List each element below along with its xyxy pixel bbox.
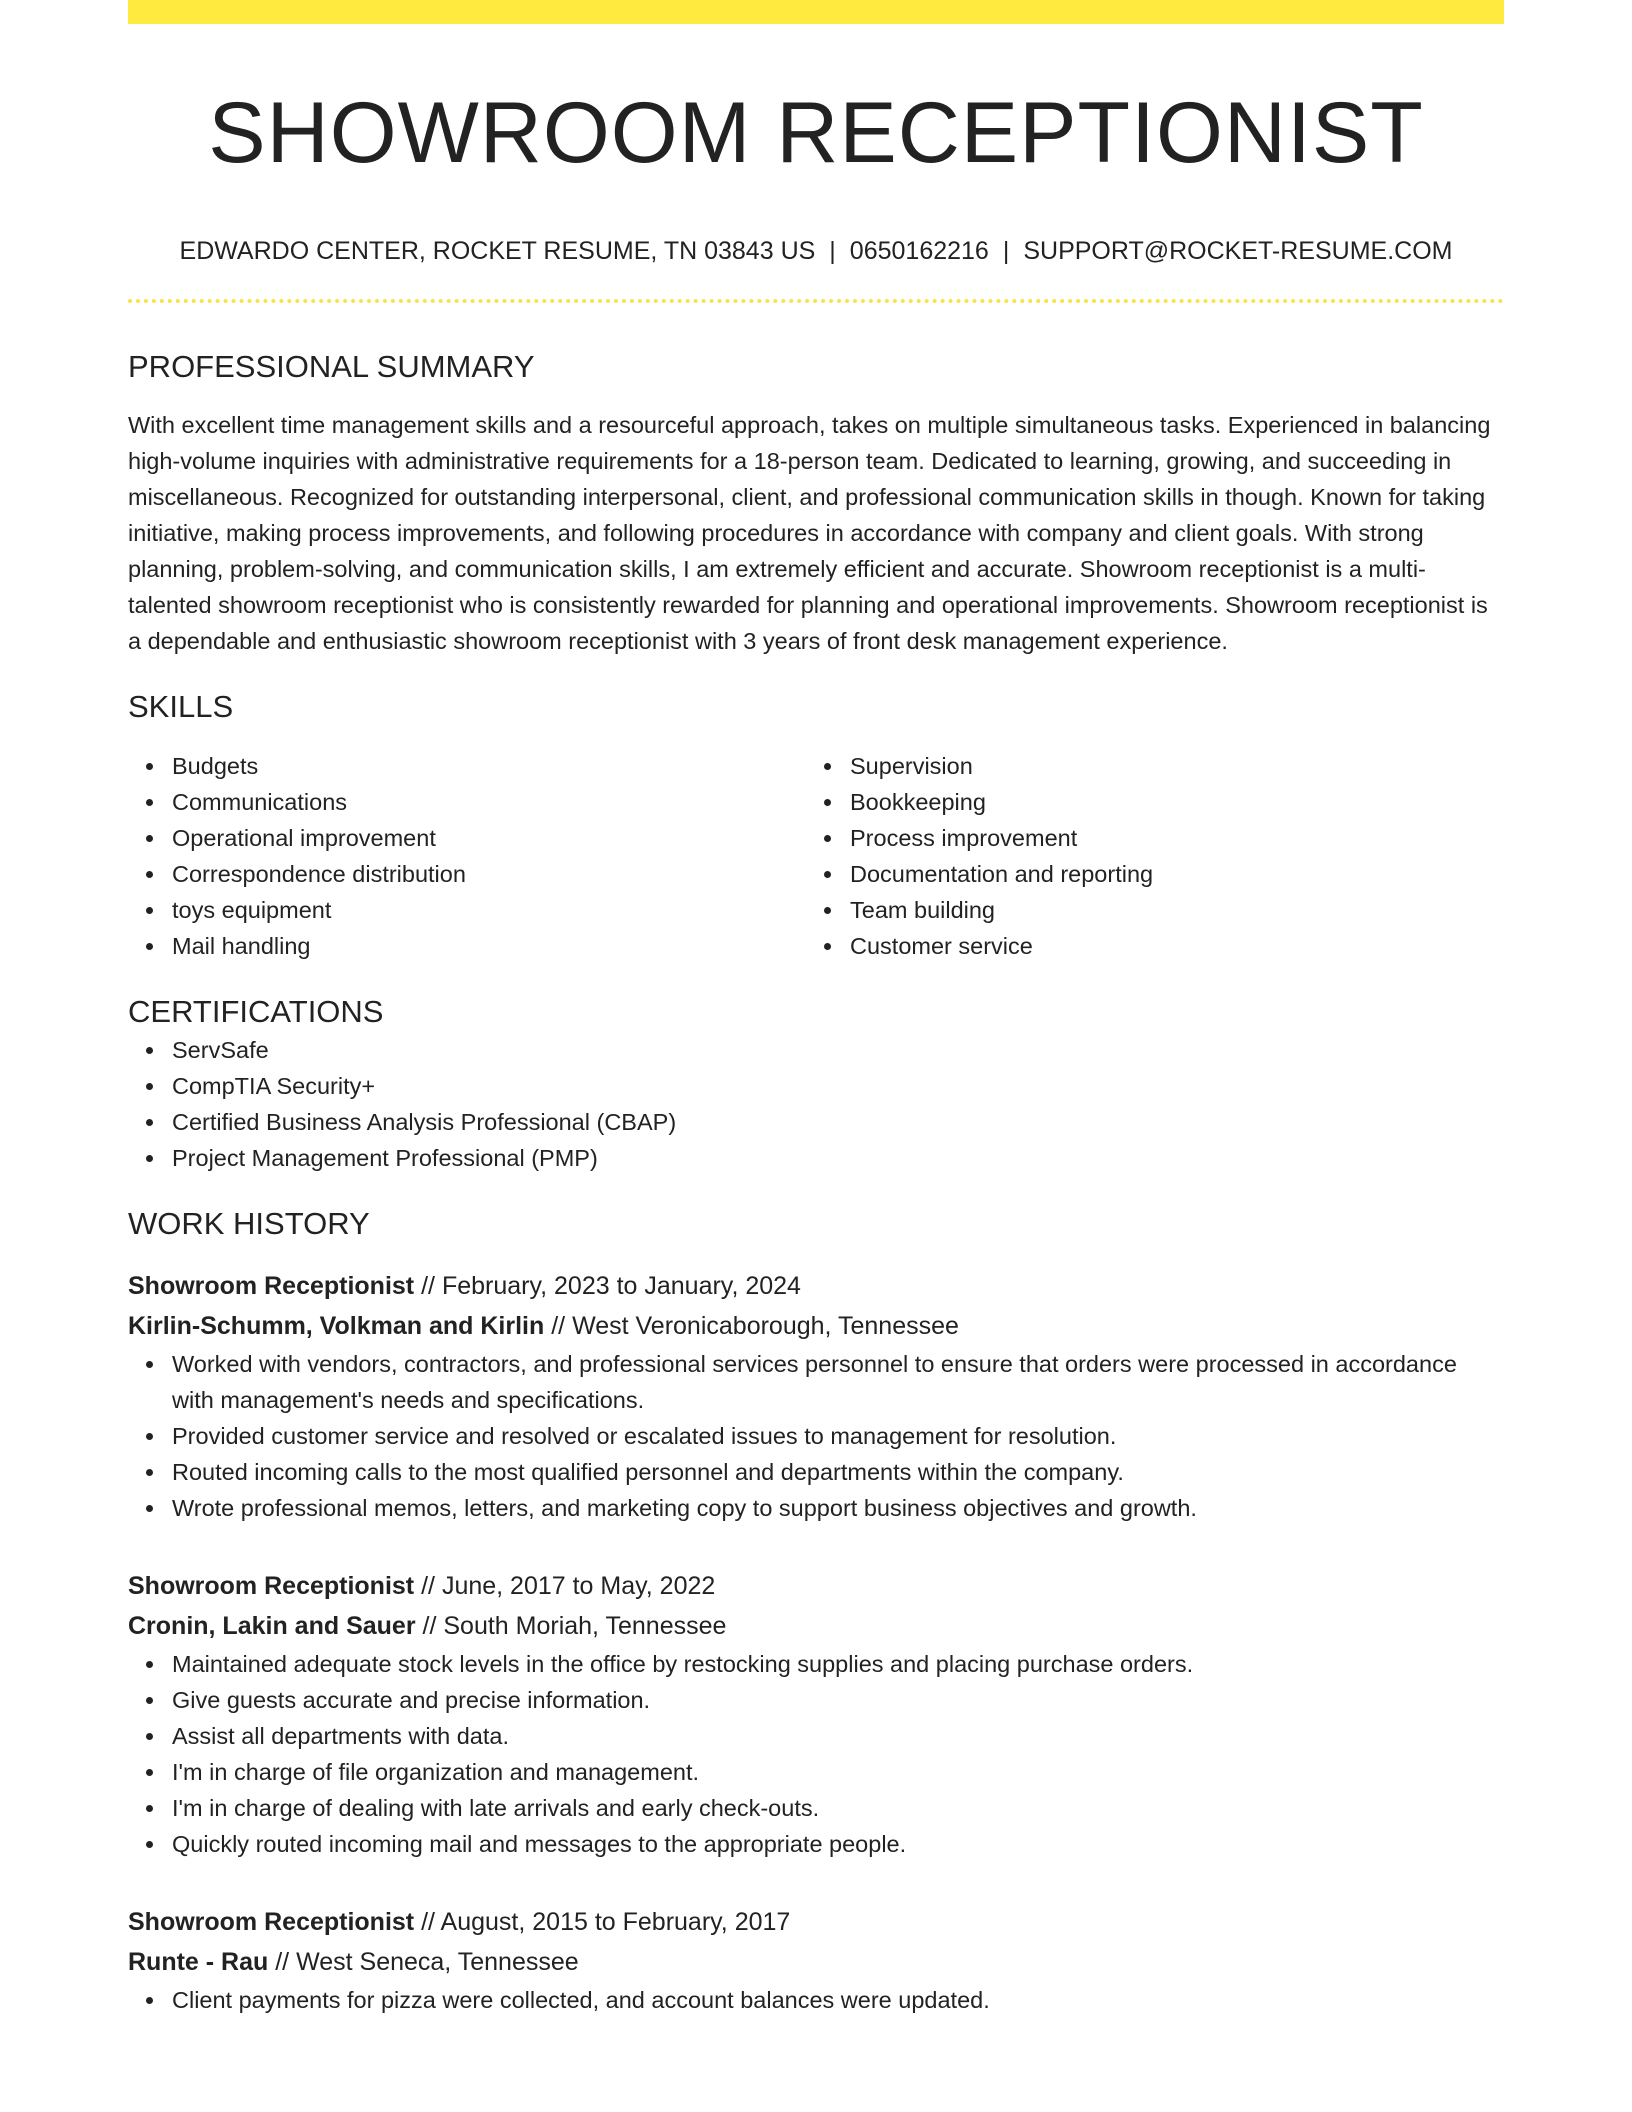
job-company: Kirlin-Schumm, Volkman and Kirlin xyxy=(128,1312,545,1341)
dotted-divider xyxy=(128,299,1504,303)
job-company: Cronin, Lakin and Sauer xyxy=(128,1612,416,1641)
job-bullet: I'm in charge of dealing with late arrivals and early check-outs. xyxy=(172,1790,1504,1826)
skill-item: Communications xyxy=(172,784,806,820)
skill-item: Customer service xyxy=(850,928,1484,964)
skill-item: Operational improvement xyxy=(172,820,806,856)
job-company-line xyxy=(128,1306,1504,1346)
job-company-line xyxy=(128,1942,1504,1982)
job-bullet: Worked with vendors, contractors, and professional services personnel to ensure that orders were processed in accordance with management's needs and specifications. xyxy=(172,1346,1504,1418)
contact-separator: | xyxy=(829,236,836,265)
job-dates: February, 2023 to January, 2024 xyxy=(441,1272,801,1301)
resume-title: SHOWROOM RECEPTIONIST xyxy=(208,85,1424,181)
job-bullet: Routed incoming calls to the most qualified personnel and departments within the company. xyxy=(172,1454,1504,1490)
job-title: Showroom Receptionist xyxy=(128,1572,415,1601)
job-bullet: Give guests accurate and precise information. xyxy=(172,1682,1504,1718)
certification-item: CompTIA Security+ xyxy=(172,1068,1504,1104)
certification-item: Certified Business Analysis Professional (CBAP) xyxy=(172,1104,1504,1140)
skill-item: Bookkeeping xyxy=(850,784,1484,820)
certification-item: Project Management Professional (PMP) xyxy=(172,1140,1504,1176)
job-bullet: Maintained adequate stock levels in the office by restocking supplies and placing purchase orders. xyxy=(172,1646,1504,1682)
job-separator: // xyxy=(414,1908,441,1937)
resume-page xyxy=(128,0,1504,2018)
job-bullet: Quickly routed incoming mail and messages to the appropriate people. xyxy=(172,1826,1504,1862)
summary-text: With excellent time management skills and a resourceful approach, takes on multiple simultaneous tasks. Experienced in balancing high-volume inquiries with administrative requirements for a 18-person team. Dedicated to learning, growing, and succeeding in miscellaneous. Recognized for outstanding interpersonal, client, and professional communication skills in though. Known for taking initiative, making process improvements, and following procedures in accordance with company and client goals. With strong planning, problem-solving, and communication skills, I am extremely efficient and accurate. Showroom receptionist is a multi-talented showroom receptionist who is consistently rewarded for planning and operational improvements. Showroom receptionist is a dependable and enthusiastic showroom receptionist with 3 years of front desk management experience. xyxy=(128,412,1491,655)
skills-column-right xyxy=(806,748,1484,964)
job-title-line xyxy=(128,1902,1504,1942)
certifications-heading: CERTIFICATIONS xyxy=(128,993,384,1029)
skill-item: Team building xyxy=(850,892,1484,928)
job-separator: // xyxy=(544,1312,573,1341)
skill-item: Mail handling xyxy=(172,928,806,964)
contact-address: EDWARDO CENTER, ROCKET RESUME, TN 03843 US xyxy=(179,236,816,265)
summary-heading: PROFESSIONAL SUMMARY xyxy=(128,349,535,385)
certifications-list xyxy=(128,1032,1504,1176)
job-location: West Veronicaborough, Tennessee xyxy=(572,1312,959,1341)
contact-separator: | xyxy=(1002,236,1010,265)
skill-item: Documentation and reporting xyxy=(850,856,1484,892)
skills-heading: SKILLS xyxy=(128,689,234,725)
skill-item: toys equipment xyxy=(172,892,806,928)
job-bullet: Client payments for pizza were collected, and account balances were updated. xyxy=(172,1982,1504,2018)
skills-list-right xyxy=(806,748,1484,964)
job-separator: // xyxy=(414,1572,442,1601)
contact-line xyxy=(128,235,1504,268)
job-separator: // xyxy=(268,1948,297,1977)
skill-item: Process improvement xyxy=(850,820,1484,856)
job-company: Runte - Rau xyxy=(128,1948,269,1977)
skills-list-left xyxy=(128,748,806,964)
skills-grid xyxy=(128,748,1504,964)
job-entry xyxy=(128,1566,1504,1862)
job-separator: // xyxy=(414,1272,442,1301)
job-dates: August, 2015 to February, 2017 xyxy=(440,1908,791,1937)
accent-top-bar xyxy=(128,0,1504,24)
work-history-heading: WORK HISTORY xyxy=(128,1205,370,1241)
job-bullet: Wrote professional memos, letters, and marketing copy to support business objectives and growth. xyxy=(172,1490,1504,1526)
skills-column-left xyxy=(128,748,806,964)
contact-phone: 0650162216 xyxy=(849,236,989,265)
job-title-line xyxy=(128,1266,1504,1306)
job-title-line xyxy=(128,1566,1504,1606)
job-title: Showroom Receptionist xyxy=(128,1272,415,1301)
job-bullet: I'm in charge of file organization and management. xyxy=(172,1754,1504,1790)
job-entry xyxy=(128,1902,1504,2018)
skill-item: Budgets xyxy=(172,748,806,784)
job-company-line xyxy=(128,1606,1504,1646)
job-entry xyxy=(128,1266,1504,1526)
job-dates: June, 2017 to May, 2022 xyxy=(441,1572,716,1601)
job-bullet: Assist all departments with data. xyxy=(172,1718,1504,1754)
certification-item: ServSafe xyxy=(172,1032,1504,1068)
skill-item: Supervision xyxy=(850,748,1484,784)
job-bullet-list xyxy=(128,1346,1504,1526)
job-location: West Seneca, Tennessee xyxy=(296,1948,579,1977)
job-bullet-list xyxy=(128,1646,1504,1862)
job-bullet-list xyxy=(128,1982,1504,2018)
skill-item: Correspondence distribution xyxy=(172,856,806,892)
contact-email: SUPPORT@ROCKET-RESUME.COM xyxy=(1023,236,1453,265)
job-title: Showroom Receptionist xyxy=(128,1908,415,1937)
job-location: South Moriah, Tennessee xyxy=(443,1612,727,1641)
job-bullet: Provided customer service and resolved or escalated issues to management for resolution. xyxy=(172,1418,1504,1454)
job-separator: // xyxy=(415,1612,444,1641)
